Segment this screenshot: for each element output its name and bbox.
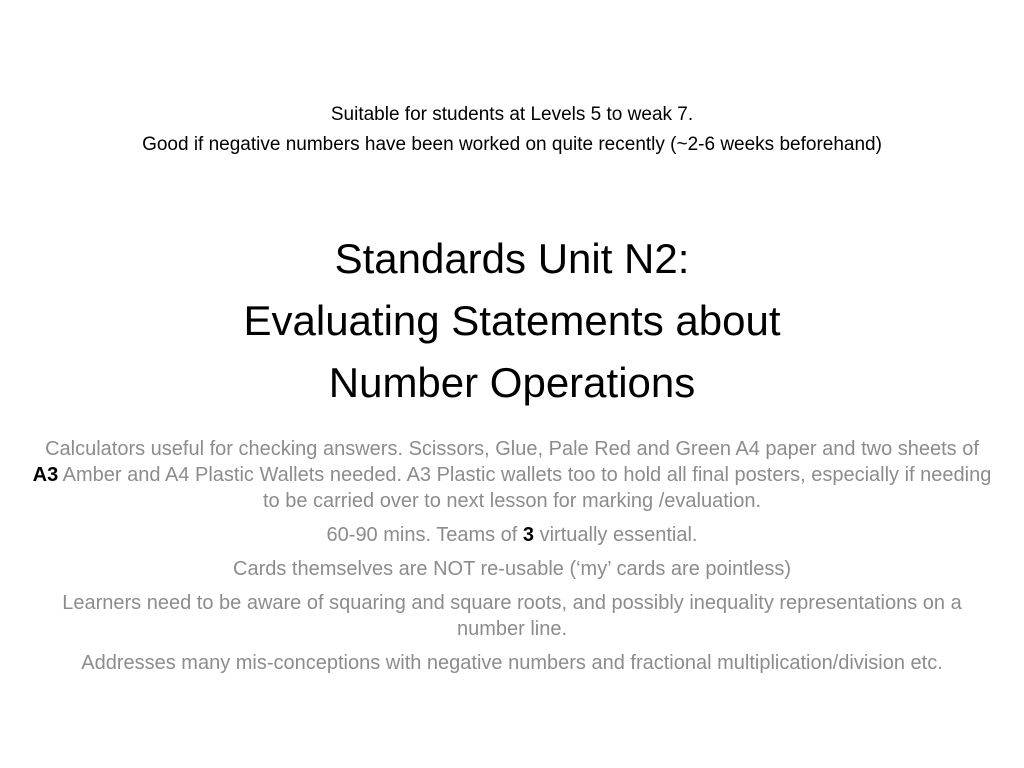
title-line-1: Standards Unit N2:: [334, 235, 690, 282]
body-paragraph-cards: Cards themselves are NOT re-usable (‘my’ cards are pointless): [233, 558, 791, 580]
title-line-3: Number Operations: [328, 359, 696, 406]
body-paragraph-duration: [30, 522, 994, 548]
slide-body: [30, 436, 994, 684]
body-paragraph-misconceptions: Addresses many mis-conceptions with negative numbers and fractional multiplication/division etc.: [81, 652, 943, 674]
note-levels: Suitable for students at Levels 5 to weak 7.: [330, 104, 694, 125]
duration-text-end: virtually essential.: [534, 524, 698, 546]
materials-text-end: Amber and A4 Plastic Wallets needed. A3 Plastic wallets too to hold all final posters, especially if needing to be carried over to next lesson for marking /evaluation.: [58, 464, 992, 512]
materials-bold-a3: A3: [32, 464, 59, 486]
note-negative-numbers: Good if negative numbers have been worked on quite recently (~2-6 weeks beforehand): [142, 134, 882, 155]
duration-bold-team-size: 3: [522, 524, 535, 546]
materials-text-start: Calculators useful for checking answers. Scissors, Glue, Pale Red and Green A4 paper and two sheets of: [45, 438, 979, 460]
body-paragraph-prerequisites: Learners need to be aware of squaring and square roots, and possibly inequality representations on a number line.: [62, 592, 962, 640]
duration-text-start: 60-90 mins. Teams of: [326, 524, 523, 546]
body-paragraph-materials: [30, 436, 994, 514]
slide-title: [40, 228, 984, 414]
title-line-2: Evaluating Statements about: [243, 297, 781, 344]
